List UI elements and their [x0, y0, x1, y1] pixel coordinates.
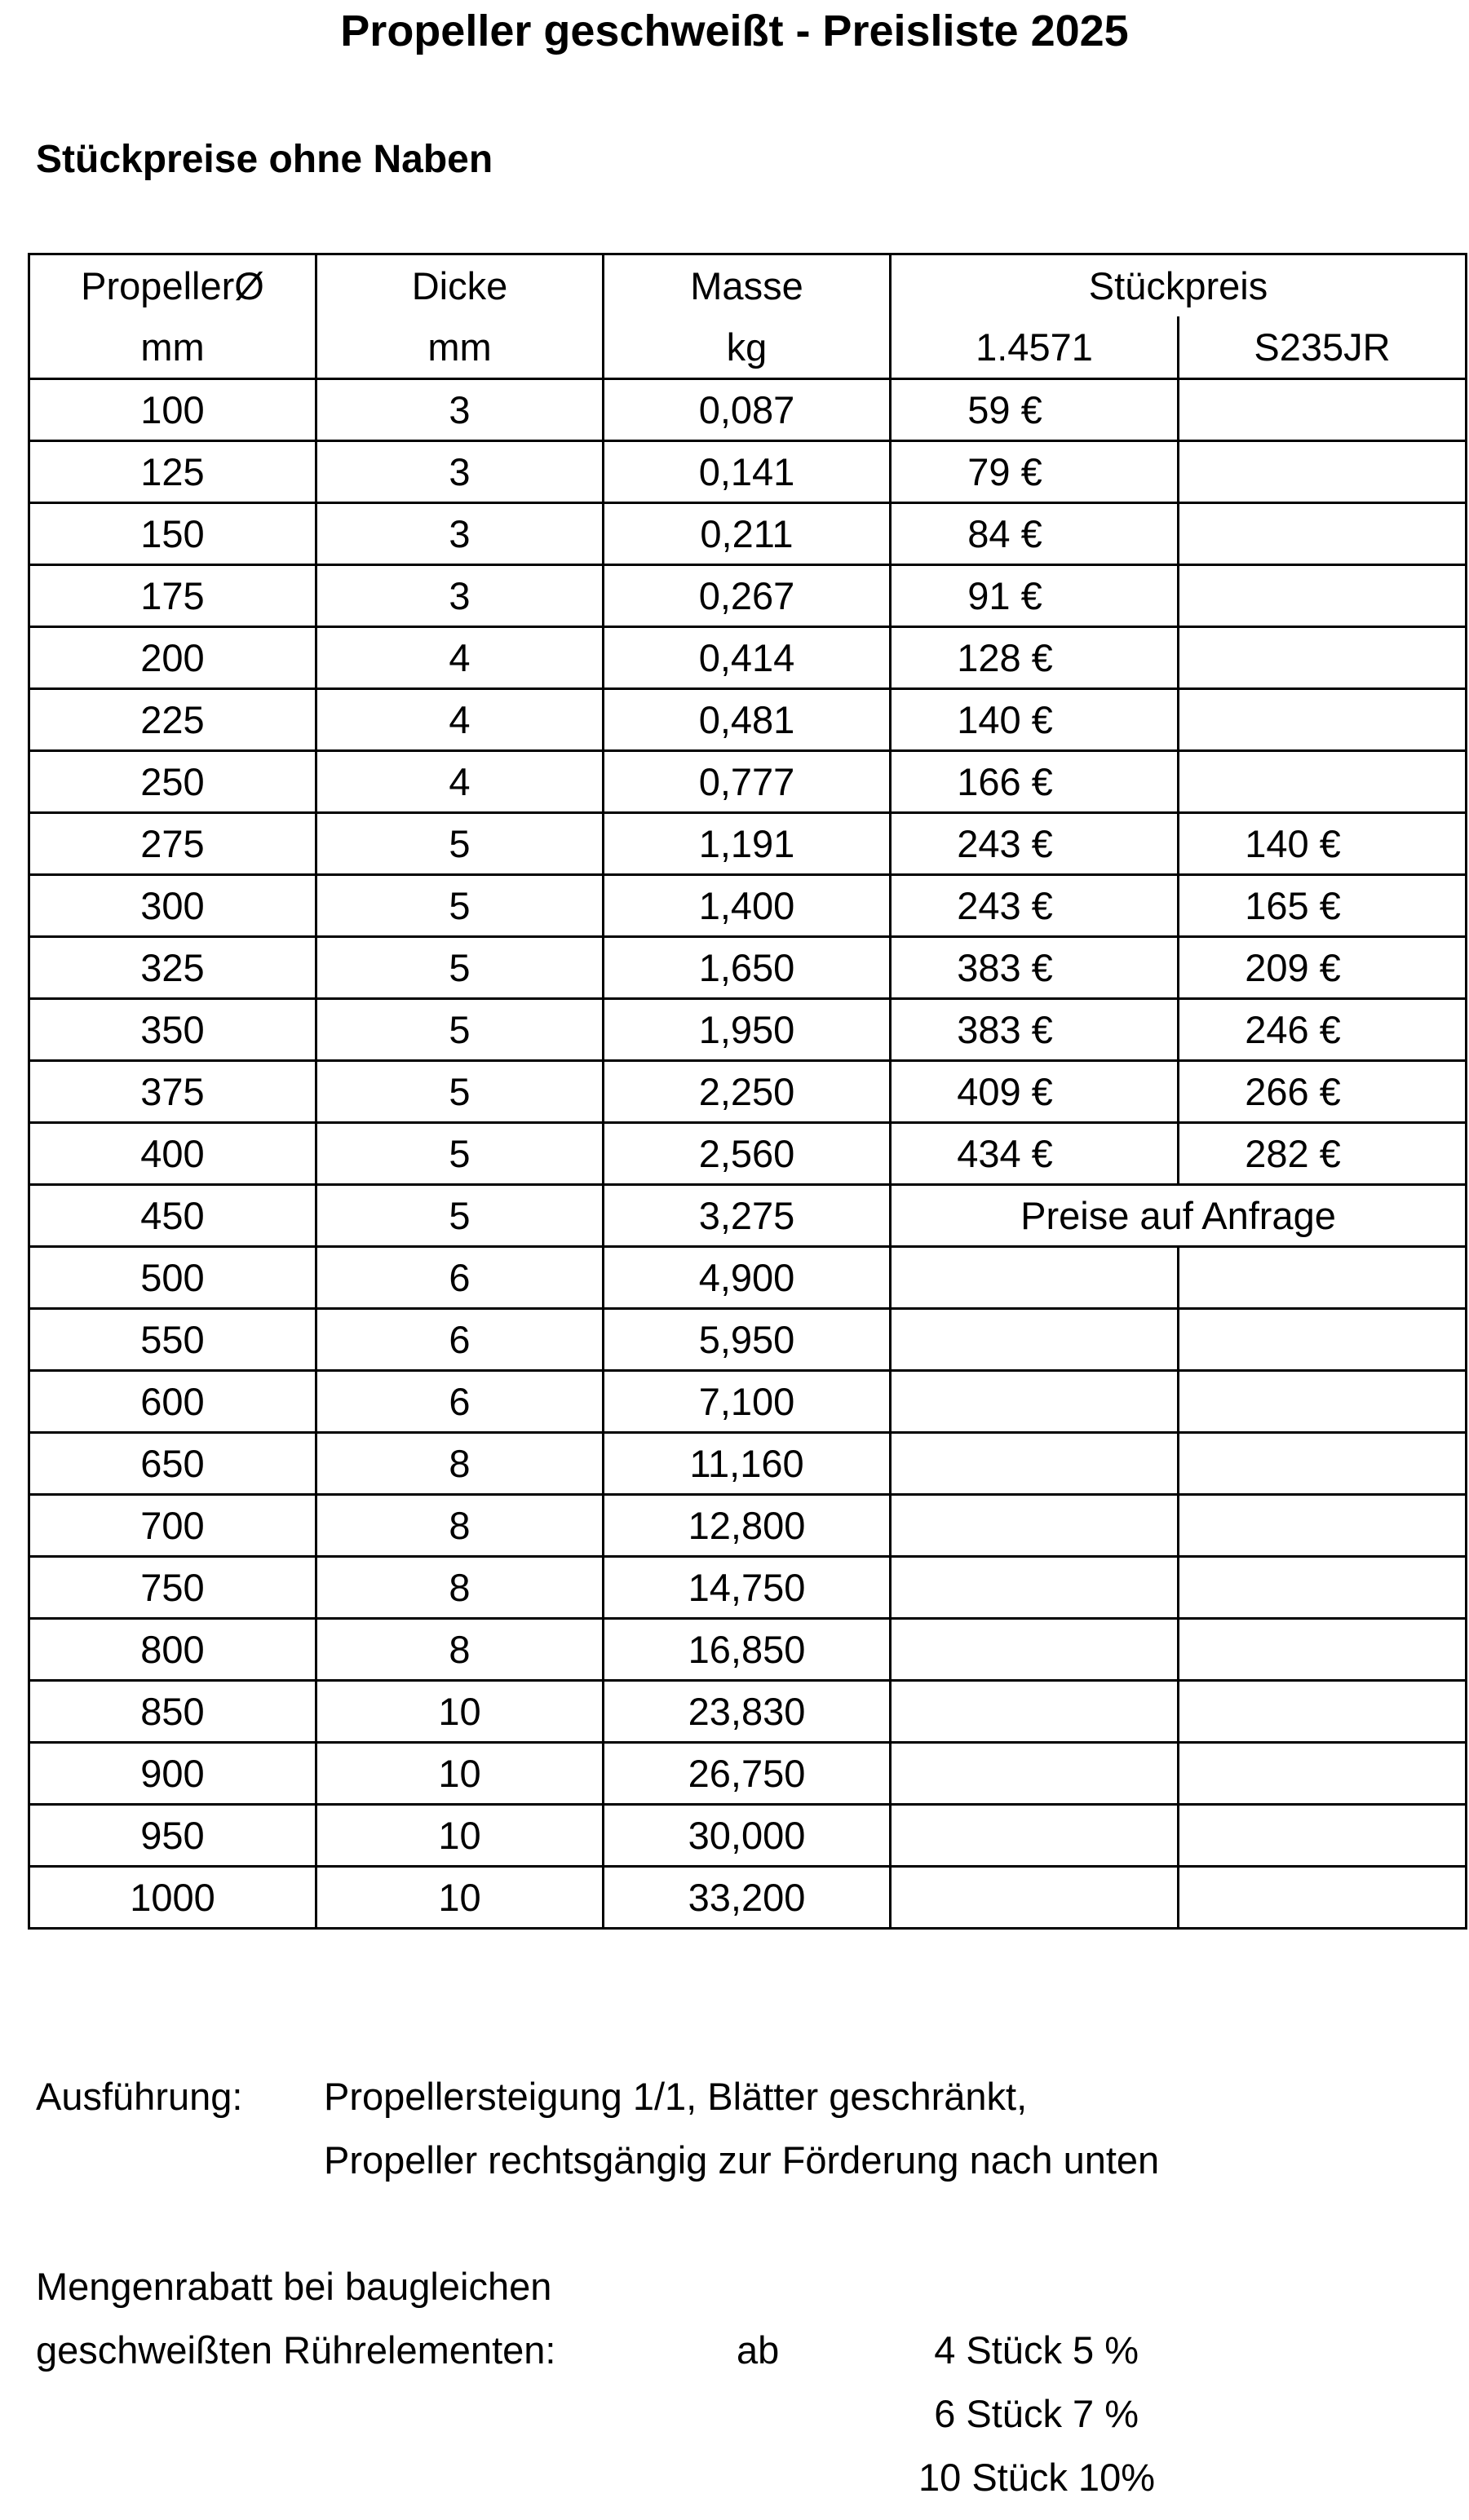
cell-diameter: 150 [29, 503, 316, 565]
cell-price-material-a [891, 1495, 1179, 1557]
cell-thickness: 5 [316, 1123, 604, 1185]
cell-mass: 0,087 [604, 379, 891, 441]
cell-mass: 1,400 [604, 875, 891, 937]
cell-thickness: 5 [316, 813, 604, 875]
header-mass-unit: kg [604, 316, 891, 379]
cell-thickness: 5 [316, 999, 604, 1061]
cell-thickness: 10 [316, 1867, 604, 1929]
header-thickness: Dicke [316, 254, 604, 317]
cell-thickness: 3 [316, 379, 604, 441]
table-row [29, 1371, 1467, 1433]
table-row [29, 999, 1467, 1061]
cell-diameter: 250 [29, 751, 316, 813]
cell-diameter: 950 [29, 1805, 316, 1867]
table-row [29, 1557, 1467, 1619]
cell-price-material-b [1179, 379, 1467, 441]
header-mass: Masse [604, 254, 891, 317]
cell-mass: 2,250 [604, 1061, 891, 1123]
cell-diameter: 550 [29, 1309, 316, 1371]
cell-price-material-a: 128 € [891, 627, 1179, 689]
cell-thickness: 6 [316, 1371, 604, 1433]
cell-price-material-a: 243 € [891, 875, 1179, 937]
cell-mass: 1,191 [604, 813, 891, 875]
table-row [29, 875, 1467, 937]
price-table [28, 253, 1467, 1930]
discount-tier-1: 4 Stück 5 % [934, 2328, 1139, 2372]
cell-price-material-b [1179, 1681, 1467, 1743]
cell-price-material-a [891, 1805, 1179, 1867]
execution-label: Ausführung: [36, 2075, 243, 2118]
cell-price-material-a [891, 1371, 1179, 1433]
cell-price-material-b [1179, 1619, 1467, 1681]
cell-price-material-b [1179, 1805, 1467, 1867]
cell-price-on-request: Preise auf Anfrage [891, 1185, 1467, 1247]
table-row [29, 627, 1467, 689]
cell-thickness: 5 [316, 937, 604, 999]
cell-diameter: 650 [29, 1433, 316, 1495]
section-subtitle: Stückpreise ohne Naben [36, 138, 493, 181]
cell-price-material-a: 91 € [891, 565, 1179, 627]
cell-price-material-b [1179, 1433, 1467, 1495]
cell-diameter: 750 [29, 1557, 316, 1619]
cell-price-material-b [1179, 1495, 1467, 1557]
cell-price-material-b [1179, 441, 1467, 503]
table-row [29, 1061, 1467, 1123]
cell-mass: 3,275 [604, 1185, 891, 1247]
cell-price-material-a: 434 € [891, 1123, 1179, 1185]
table-row [29, 1309, 1467, 1371]
cell-thickness: 10 [316, 1805, 604, 1867]
cell-mass: 1,950 [604, 999, 891, 1061]
cell-price-material-b [1179, 1867, 1467, 1929]
cell-thickness: 5 [316, 875, 604, 937]
cell-price-material-a: 79 € [891, 441, 1179, 503]
cell-price-material-a [891, 1309, 1179, 1371]
cell-diameter: 325 [29, 937, 316, 999]
cell-thickness: 8 [316, 1433, 604, 1495]
table-row [29, 1805, 1467, 1867]
cell-diameter: 100 [29, 379, 316, 441]
cell-thickness: 8 [316, 1557, 604, 1619]
cell-mass: 0,141 [604, 441, 891, 503]
cell-mass: 12,800 [604, 1495, 891, 1557]
cell-price-material-b [1179, 1371, 1467, 1433]
cell-thickness: 3 [316, 441, 604, 503]
cell-price-material-b [1179, 1557, 1467, 1619]
cell-price-material-b [1179, 565, 1467, 627]
cell-price-material-b [1179, 1247, 1467, 1309]
cell-mass: 33,200 [604, 1867, 891, 1929]
cell-diameter: 300 [29, 875, 316, 937]
table-row [29, 441, 1467, 503]
cell-price-material-a [891, 1247, 1179, 1309]
table-row [29, 1867, 1467, 1929]
header-material-b: S235JR [1179, 316, 1467, 379]
cell-diameter: 500 [29, 1247, 316, 1309]
cell-diameter: 275 [29, 813, 316, 875]
table-row [29, 813, 1467, 875]
cell-mass: 23,830 [604, 1681, 891, 1743]
cell-price-material-b [1179, 627, 1467, 689]
cell-price-material-a [891, 1433, 1179, 1495]
cell-price-material-b: 282 € [1179, 1123, 1467, 1185]
table-row [29, 751, 1467, 813]
cell-price-material-a [891, 1743, 1179, 1805]
cell-mass: 7,100 [604, 1371, 891, 1433]
cell-thickness: 4 [316, 689, 604, 751]
cell-price-material-b: 165 € [1179, 875, 1467, 937]
cell-thickness: 6 [316, 1309, 604, 1371]
cell-price-material-b: 140 € [1179, 813, 1467, 875]
table-row [29, 1619, 1467, 1681]
cell-price-material-b: 209 € [1179, 937, 1467, 999]
header-price-group: Stückpreis [891, 254, 1467, 317]
cell-diameter: 450 [29, 1185, 316, 1247]
cell-price-material-b [1179, 1309, 1467, 1371]
cell-mass: 5,950 [604, 1309, 891, 1371]
cell-price-material-a: 409 € [891, 1061, 1179, 1123]
cell-diameter: 400 [29, 1123, 316, 1185]
page-title: Propeller geschweißt - Preisliste 2025 [340, 7, 1129, 55]
table-row [29, 379, 1467, 441]
table-row [29, 689, 1467, 751]
cell-price-material-b [1179, 503, 1467, 565]
discount-tier-3: 10 Stück 10% [918, 2456, 1155, 2499]
cell-thickness: 8 [316, 1619, 604, 1681]
cell-mass: 14,750 [604, 1557, 891, 1619]
cell-diameter: 125 [29, 441, 316, 503]
cell-diameter: 850 [29, 1681, 316, 1743]
cell-thickness: 8 [316, 1495, 604, 1557]
cell-mass: 1,650 [604, 937, 891, 999]
cell-price-material-a: 84 € [891, 503, 1179, 565]
table-row [29, 1123, 1467, 1185]
cell-thickness: 4 [316, 751, 604, 813]
cell-price-material-a: 383 € [891, 937, 1179, 999]
header-thickness-unit: mm [316, 316, 604, 379]
cell-diameter: 350 [29, 999, 316, 1061]
cell-price-material-b: 246 € [1179, 999, 1467, 1061]
header-material-a: 1.4571 [891, 316, 1179, 379]
cell-diameter: 225 [29, 689, 316, 751]
header-diameter: PropellerØ [29, 254, 316, 317]
cell-price-material-b: 266 € [1179, 1061, 1467, 1123]
table-row [29, 1247, 1467, 1309]
cell-thickness: 5 [316, 1185, 604, 1247]
header-diameter-unit: mm [29, 316, 316, 379]
discount-line-2: geschweißten Rührelementen: [36, 2328, 556, 2372]
cell-price-material-a: 140 € [891, 689, 1179, 751]
cell-mass: 30,000 [604, 1805, 891, 1867]
cell-price-material-a [891, 1619, 1179, 1681]
cell-mass: 2,560 [604, 1123, 891, 1185]
cell-price-material-b [1179, 689, 1467, 751]
cell-price-material-a: 243 € [891, 813, 1179, 875]
cell-mass: 26,750 [604, 1743, 891, 1805]
table-header-row-2 [29, 316, 1467, 379]
table-row [29, 1495, 1467, 1557]
cell-price-material-a [891, 1867, 1179, 1929]
cell-diameter: 700 [29, 1495, 316, 1557]
cell-price-material-a: 166 € [891, 751, 1179, 813]
cell-thickness: 10 [316, 1743, 604, 1805]
cell-price-material-b [1179, 751, 1467, 813]
cell-diameter: 175 [29, 565, 316, 627]
cell-price-material-a: 383 € [891, 999, 1179, 1061]
cell-price-material-a [891, 1557, 1179, 1619]
cell-price-material-b [1179, 1743, 1467, 1805]
cell-mass: 11,160 [604, 1433, 891, 1495]
cell-mass: 0,414 [604, 627, 891, 689]
table-header-row-1 [29, 254, 1467, 317]
table-row [29, 1185, 1467, 1247]
cell-mass: 0,267 [604, 565, 891, 627]
table-row [29, 503, 1467, 565]
cell-price-material-a [891, 1681, 1179, 1743]
cell-diameter: 200 [29, 627, 316, 689]
table-row [29, 1743, 1467, 1805]
table-row [29, 565, 1467, 627]
execution-line-2: Propeller rechtsgängig zur Förderung nach unten [324, 2138, 1160, 2182]
table-row [29, 937, 1467, 999]
cell-thickness: 5 [316, 1061, 604, 1123]
cell-thickness: 10 [316, 1681, 604, 1743]
cell-diameter: 800 [29, 1619, 316, 1681]
discount-from: ab [737, 2328, 780, 2372]
cell-mass: 0,211 [604, 503, 891, 565]
cell-thickness: 3 [316, 565, 604, 627]
table-row [29, 1433, 1467, 1495]
discount-tier-2: 6 Stück 7 % [934, 2392, 1139, 2435]
cell-diameter: 900 [29, 1743, 316, 1805]
cell-diameter: 375 [29, 1061, 316, 1123]
cell-thickness: 3 [316, 503, 604, 565]
cell-diameter: 1000 [29, 1867, 316, 1929]
cell-thickness: 4 [316, 627, 604, 689]
cell-mass: 16,850 [604, 1619, 891, 1681]
cell-mass: 0,777 [604, 751, 891, 813]
cell-mass: 0,481 [604, 689, 891, 751]
execution-line-1: Propellersteigung 1/1, Blätter geschränkt, [324, 2075, 1028, 2118]
table-row [29, 1681, 1467, 1743]
cell-diameter: 600 [29, 1371, 316, 1433]
cell-thickness: 6 [316, 1247, 604, 1309]
cell-mass: 4,900 [604, 1247, 891, 1309]
cell-price-material-a: 59 € [891, 379, 1179, 441]
discount-line-1: Mengenrabatt bei baugleichen [36, 2265, 552, 2308]
